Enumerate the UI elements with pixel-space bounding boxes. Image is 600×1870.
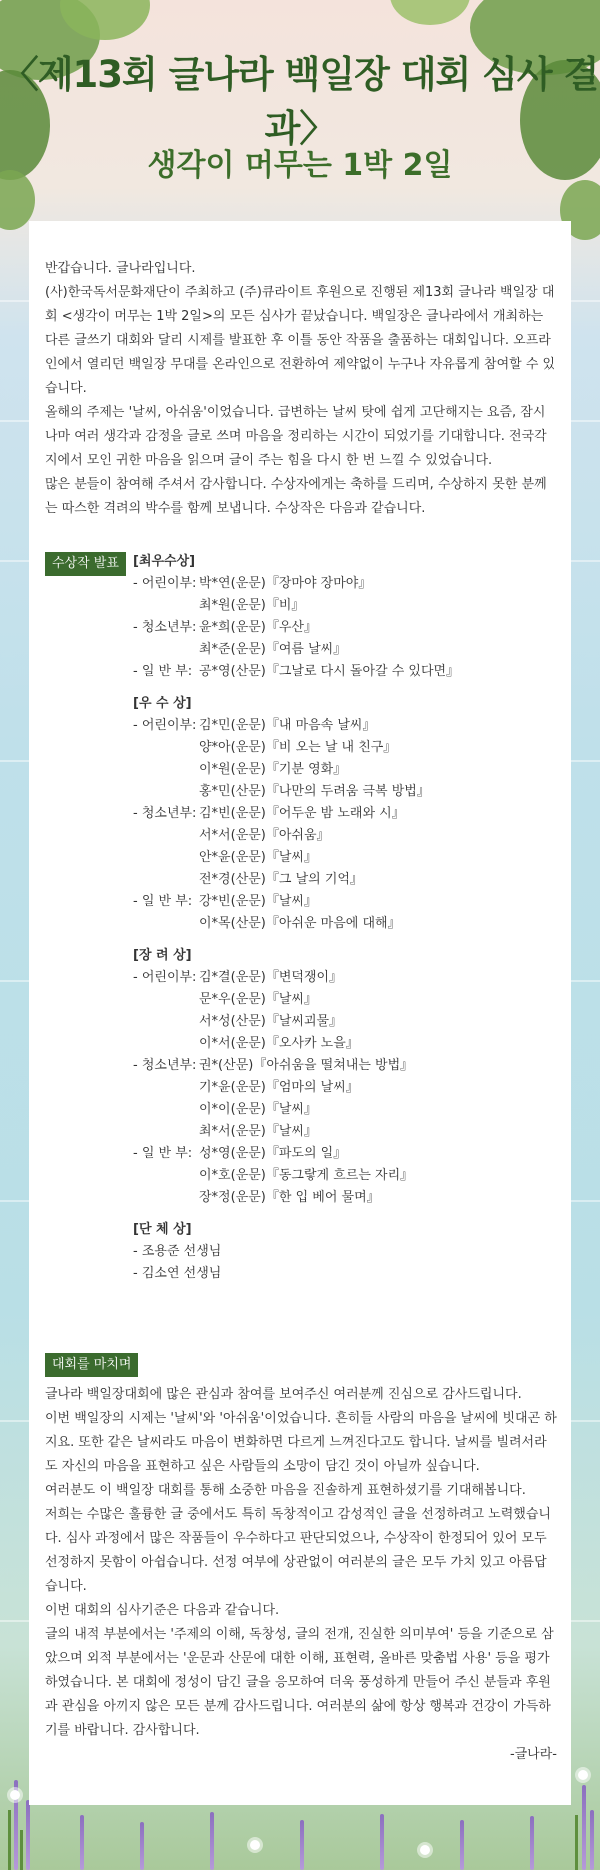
award-group-grand bbox=[133, 551, 553, 683]
award-row bbox=[133, 1033, 553, 1055]
award-division bbox=[133, 869, 199, 891]
award-group-encouragement bbox=[133, 945, 553, 1209]
award-division bbox=[133, 759, 199, 781]
award-winner: 공*영(산문)『그날로 다시 돌아갈 수 있다면』 bbox=[199, 664, 460, 679]
award-row bbox=[133, 913, 553, 935]
intro-paragraph: 많은 분들이 참여해 주셔서 감사합니다. 수상자에게는 축하를 드리며, 수상하지 못한 분께는 따스한 격려의 박수를 함께 보냅니다. 수상작은 다음과 같습니다. bbox=[45, 477, 547, 516]
award-division bbox=[133, 639, 199, 661]
award-winner: 이*서(운문)『오사카 노을』 bbox=[199, 1036, 359, 1051]
closing-paragraph: 이번 백일장의 시제는 '날씨'와 '아쉬움'이었습니다. 흔히들 사람의 마음을 날씨에 빗대곤 하지요. 또한 같은 날씨라도 마음이 변화하면 다르게 느껴진다고도 합니다. 날씨를 빌려서라도 자신의 마음을 표현하고 싶은 사람들의 소망이 담긴 것이 아닐까 싶습니다. bbox=[45, 1411, 557, 1474]
award-row bbox=[133, 825, 553, 847]
award-row bbox=[133, 661, 553, 683]
award-row bbox=[133, 1011, 553, 1033]
award-row bbox=[133, 573, 553, 595]
award-row bbox=[133, 1187, 553, 1209]
award-group-group-prize bbox=[133, 1219, 553, 1285]
award-winner: 이*호(운문)『동그랗게 흐르는 자리』 bbox=[199, 1168, 414, 1183]
award-row bbox=[133, 715, 553, 737]
content-card bbox=[29, 221, 571, 1805]
award-division bbox=[133, 737, 199, 759]
award-row bbox=[133, 737, 553, 759]
award-row bbox=[133, 759, 553, 781]
award-row bbox=[133, 1165, 553, 1187]
award-winner: 박*연(운문)『장마야 장마야』 bbox=[199, 576, 372, 591]
page-title: 〈제13회 글나라 백일장 대회 심사 결과〉 bbox=[1, 53, 599, 150]
award-winner: 이*이(운문)『날씨』 bbox=[199, 1102, 317, 1117]
award-division: - 청소년부: bbox=[133, 806, 197, 821]
award-division: - 어린이부: bbox=[133, 576, 197, 591]
award-division bbox=[133, 1033, 199, 1055]
closing-section-badge: 대회를 마치며 bbox=[45, 1353, 138, 1377]
award-row bbox=[133, 1055, 553, 1077]
award-row bbox=[133, 847, 553, 869]
closing-paragraph: 여러분도 이 백일장 대회를 통해 소중한 마음을 진솔하게 표현하셨기를 기대해봅니다. bbox=[45, 1483, 526, 1498]
award-winner: 최*원(운문)『비』 bbox=[199, 598, 305, 613]
award-row bbox=[133, 869, 553, 891]
signature: -글나라- bbox=[509, 1747, 557, 1762]
award-winner: 전*경(산문)『그 날의 기억』 bbox=[199, 872, 363, 887]
award-group-title: [우 수 상] bbox=[133, 696, 192, 711]
award-winner: 이*목(산문)『아쉬운 마음에 대해』 bbox=[199, 916, 401, 931]
award-group-excellence bbox=[133, 693, 553, 935]
award-row bbox=[133, 803, 553, 825]
award-row bbox=[133, 1143, 553, 1165]
award-row bbox=[133, 989, 553, 1011]
award-group-title: [단 체 상] bbox=[133, 1222, 192, 1237]
award-division bbox=[133, 913, 199, 935]
award-division: - 일 반 부: bbox=[133, 1146, 193, 1161]
award-row bbox=[133, 1121, 553, 1143]
award-winner: 서*성(산문)『날씨괴물』 bbox=[199, 1014, 343, 1029]
award-division bbox=[133, 825, 199, 847]
award-winner: 김*결(운문)『변덕쟁이』 bbox=[199, 970, 343, 985]
awards-list bbox=[133, 551, 553, 1295]
award-winner: 기*윤(운문)『엄마의 날씨』 bbox=[199, 1080, 359, 1095]
closing-paragraph: 이번 대회의 심사기준은 다음과 같습니다. bbox=[45, 1603, 280, 1618]
award-winner: 성*영(운문)『파도의 일』 bbox=[199, 1146, 347, 1161]
intro-paragraph: 올해의 주제는 '날씨, 아쉬움'이었습니다. 급변하는 날씨 탓에 쉽게 고단해지는 요즘, 잠시나마 여러 생각과 감정을 글로 쓰며 마음을 정리하는 시간이 되었기를 기대합니다. 전국각지에서 모인 귀한 마음을 읽으며 글이 주는 힘을 다시 한 번 느낄 수 있었습니다. bbox=[45, 405, 547, 468]
award-division: - 일 반 부: bbox=[133, 664, 193, 679]
award-division bbox=[133, 1099, 199, 1121]
award-division bbox=[133, 1121, 199, 1143]
award-teacher: - 김소연 선생님 bbox=[133, 1266, 222, 1281]
award-division: - 일 반 부: bbox=[133, 894, 193, 909]
award-group-title: [장 려 상] bbox=[133, 948, 192, 963]
award-winner: 장*정(운문)『한 입 베어 물며』 bbox=[199, 1190, 380, 1205]
award-winner: 양*아(운문)『비 오는 날 내 친구』 bbox=[199, 740, 397, 755]
closing-paragraph: 글나라 백일장대회에 많은 관심과 참여를 보여주신 여러분께 진심으로 감사드립니다. bbox=[45, 1387, 522, 1402]
award-winner: 홍*민(산문)『나만의 두려움 극복 방법』 bbox=[199, 784, 430, 799]
award-division: - 어린이부: bbox=[133, 718, 197, 733]
award-division bbox=[133, 781, 199, 803]
award-division bbox=[133, 1165, 199, 1187]
award-division: - 청소년부: bbox=[133, 620, 197, 635]
intro-section bbox=[45, 257, 557, 521]
award-winner: 서*서(운문)『아쉬움』 bbox=[199, 828, 330, 843]
award-division bbox=[133, 1187, 199, 1209]
award-winner: 권*(산문)『아쉬움을 떨쳐내는 방법』 bbox=[199, 1058, 414, 1073]
intro-paragraph: 반갑습니다. 글나라입니다. bbox=[45, 261, 196, 276]
award-row bbox=[133, 617, 553, 639]
award-winner: 안*윤(운문)『날씨』 bbox=[199, 850, 317, 865]
award-row bbox=[133, 1077, 553, 1099]
award-division bbox=[133, 595, 199, 617]
award-winner: 강*빈(운문)『날씨』 bbox=[199, 894, 317, 909]
award-division bbox=[133, 989, 199, 1011]
award-division bbox=[133, 1011, 199, 1033]
page-subtitle: 생각이 머무는 1박 2일 bbox=[147, 148, 453, 183]
award-winner: 최*준(운문)『여름 날씨』 bbox=[199, 642, 347, 657]
award-division: - 청소년부: bbox=[133, 1058, 197, 1073]
award-group-title: [최우수상] bbox=[133, 554, 196, 569]
closing-section bbox=[45, 1383, 557, 1767]
award-division: - 어린이부: bbox=[133, 970, 197, 985]
awards-section-badge: 수상작 발표 bbox=[45, 552, 126, 576]
award-winner: 이*원(운문)『기분 영화』 bbox=[199, 762, 347, 777]
award-row bbox=[133, 891, 553, 913]
award-winner: 김*빈(운문)『어두운 밤 노래와 시』 bbox=[199, 806, 405, 821]
award-winner: 최*서(운문)『날씨』 bbox=[199, 1124, 317, 1139]
award-row bbox=[133, 781, 553, 803]
award-winner: 김*민(운문)『내 마음속 날씨』 bbox=[199, 718, 376, 733]
closing-paragraph: 글의 내적 부분에서는 '주제의 이해, 독창성, 글의 전개, 진실한 의미부여' 등을 기준으로 삼았으며 외적 부분에서는 '운문과 산문에 대한 이해, 표현력, 올바른 맞춤법 사용' 등을 평가하였습니다. 본 대회에 정성이 담긴 글을 응모하여 더욱 풍성하게 만들어 주신 분들과 후원과 관심을 아끼지 않은 모든 분께 감사드립니다. 여러분의 삶에 항상 행복과 건강이 가득하기를 바랍니다. 감사합니다. bbox=[45, 1627, 554, 1738]
award-row bbox=[133, 639, 553, 661]
award-division bbox=[133, 1077, 199, 1099]
closing-paragraph: 저희는 수많은 훌륭한 글 중에서도 특히 독창적이고 감성적인 글을 선정하려고 노력했습니다. 심사 과정에서 많은 작품들이 우수하다고 판단되었으나, 수상작이 한정되어 있어 모두 선정하지 못함이 아쉽습니다. 선정 여부에 상관없이 여러분의 글은 모두 가치 있고 아름답습니다. bbox=[45, 1507, 551, 1594]
award-row bbox=[133, 1099, 553, 1121]
award-row bbox=[133, 967, 553, 989]
award-winner: 윤*희(운문)『우산』 bbox=[199, 620, 317, 635]
intro-paragraph: (사)한국독서문화재단이 주최하고 (주)큐라이트 후원으로 진행된 제13회 글나라 백일장 대회 <생각이 머무는 1박 2일>의 모든 심사가 끝났습니다. 백일장은 글나라에서 개최하는 다른 글쓰기 대회와 달리 시제를 발표한 후 이틀 동안 작품을 출품하는 대회입니다. 오프라인에서 열리던 백일장 무대를 온라인으로 전환하여 제약없이 누구나 자유롭게 참여할 수 있습니다. bbox=[45, 285, 556, 396]
award-division bbox=[133, 847, 199, 869]
award-teacher: - 조용준 선생님 bbox=[133, 1244, 222, 1259]
award-row bbox=[133, 595, 553, 617]
award-winner: 문*우(운문)『날씨』 bbox=[199, 992, 317, 1007]
